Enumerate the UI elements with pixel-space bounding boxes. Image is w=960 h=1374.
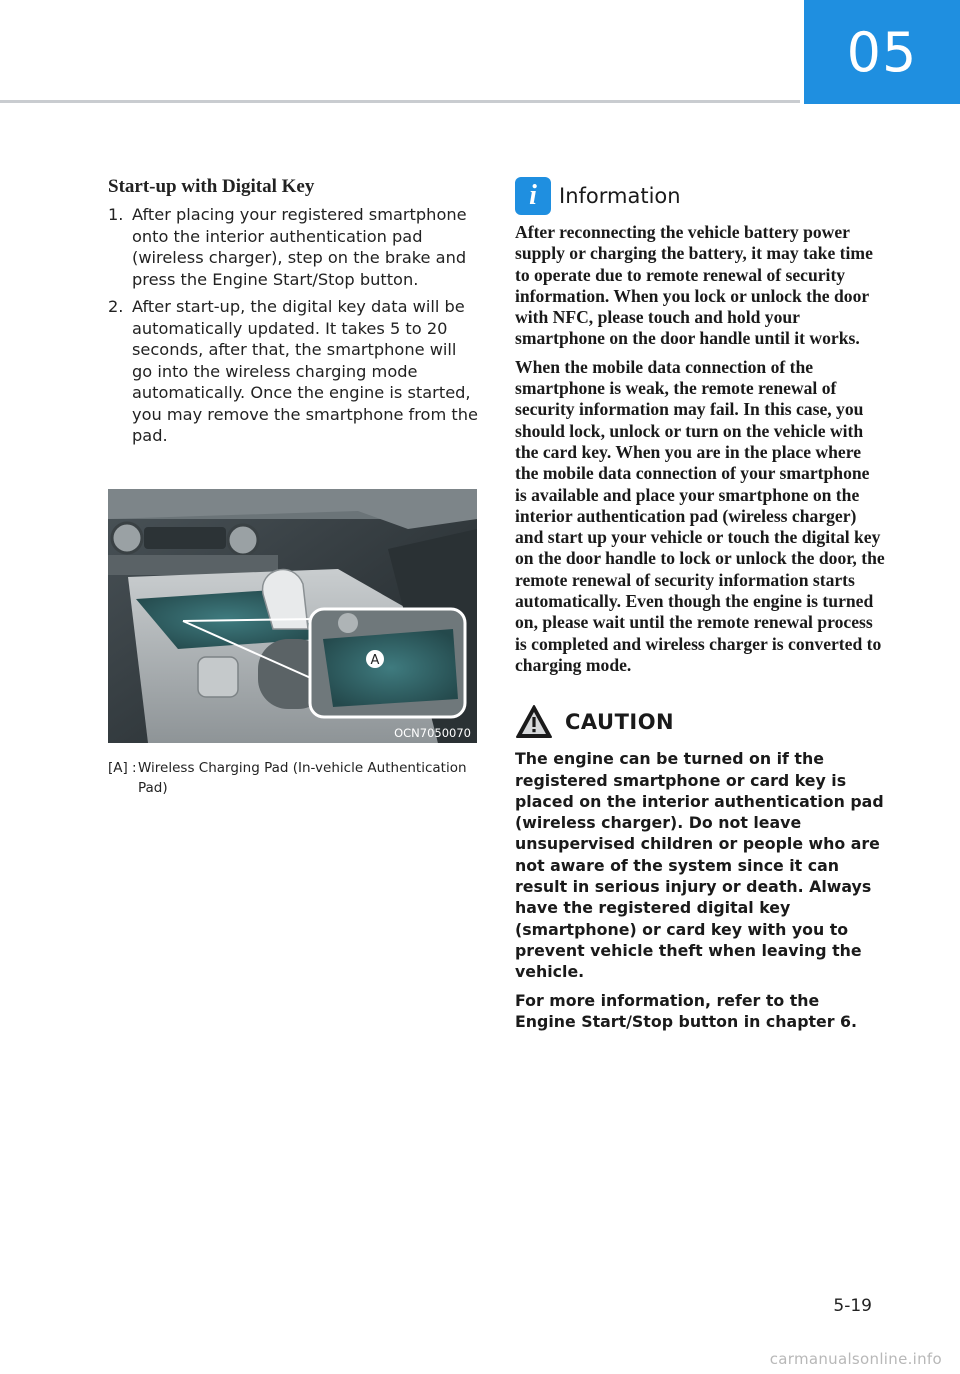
- caption-label: [A] :: [108, 760, 137, 776]
- caution-header: [515, 702, 885, 742]
- caption-line-1: Wireless Charging Pad (In-vehicle Authentication: [138, 760, 467, 776]
- list-item: [108, 204, 478, 290]
- figure-code: OCN7050070: [394, 726, 471, 740]
- chapter-tab: 05: [804, 0, 960, 104]
- caption-line-2: Pad): [138, 780, 168, 796]
- right-column: [515, 176, 885, 1039]
- left-column: [108, 176, 478, 453]
- header-rule: [0, 100, 800, 103]
- info-icon: i: [515, 177, 551, 215]
- step-number: 1.: [108, 205, 124, 224]
- callout-letter: A: [370, 653, 380, 668]
- caution-title: CAUTION: [565, 710, 675, 735]
- warning-triangle-icon: [515, 704, 553, 740]
- step-text: After placing your registered smartphone onto the interior authentication pad (wireless charger), step on the brake and press the Engine Start/Stop button.: [132, 205, 467, 289]
- information-header: [515, 176, 885, 216]
- information-paragraph: When the mobile data connection of the smartphone is weak, the remote renewal of security information may fail. In this case, you should lock, unlock or turn on the vehicle with the card key. When you are in the place where the mobile data connection of your smartphone is available and place your smartphone on the interior authentication pad (wireless charger) and start up your vehicle or touch the digital key on the door handle to lock or unlock the door, the remote renewal of security information starts automatically. Even though the engine is turned on, please wait until the remote renewal process is completed and wireless charger is converted to charging mode.: [515, 356, 885, 675]
- information-paragraph: After reconnecting the vehicle battery power supply or charging the battery, it may take time to operate due to remote renewal of security information. When you lock or unlock the door with NFC, please touch and hold your smartphone on the door handle until it works.: [515, 222, 873, 349]
- section-heading: Start-up with Digital Key: [108, 176, 315, 197]
- console-illustration: [108, 489, 477, 743]
- step-number: 2.: [108, 297, 124, 316]
- list-item: [108, 296, 478, 447]
- step-text: After start-up, the digital key data will be automatically updated. It takes 5 to 20 seconds, after that, the smartphone will go into the wireless charging mode automatically. Once the engine is started, you may remove the smartphone from the pad.: [132, 297, 478, 445]
- caution-paragraph: For more information, refer to the Engine Start/Stop button in chapter 6.: [515, 990, 858, 1031]
- watermark: carmanualsonline.info: [769, 1350, 942, 1368]
- page-number: 5-19: [833, 1296, 872, 1316]
- caution-paragraph: The engine can be turned on if the registered smartphone or card key is placed on the interior authentication pad (wireless charger). Do not leave unsupervised children or people who are not aware of the system since it can result in serious injury or death. Always have the registered digital key (smartphone) or card key with you to prevent vehicle theft when leaving the vehicle.: [515, 749, 884, 982]
- console-photo: [108, 489, 477, 743]
- information-title: Information: [559, 184, 681, 208]
- steps-list: [108, 204, 478, 447]
- figure-caption: [108, 758, 478, 798]
